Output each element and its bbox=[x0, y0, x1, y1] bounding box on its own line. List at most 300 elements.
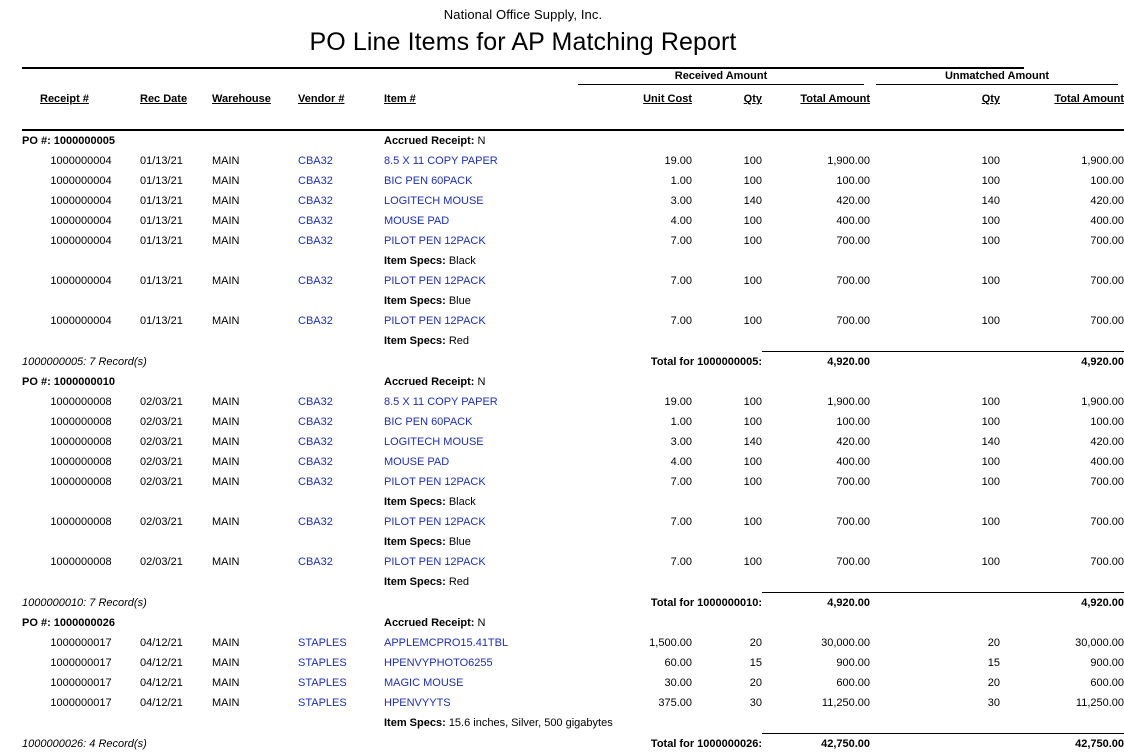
cell-warehouse: MAIN bbox=[212, 171, 298, 191]
cell-qty-unmatched: 100 bbox=[870, 171, 1000, 191]
cell-vendor-number[interactable] bbox=[298, 552, 384, 572]
item-link[interactable]: PILOT PEN 12PACK bbox=[384, 476, 486, 488]
header-bottom-rule bbox=[22, 109, 1124, 130]
item-specs-row bbox=[22, 713, 1124, 734]
item-specs-blank bbox=[22, 251, 384, 271]
item-link[interactable]: LOGITECH MOUSE bbox=[384, 195, 484, 207]
cell-item-number[interactable] bbox=[384, 311, 572, 331]
cell-receipt-number: 1000000008 bbox=[22, 392, 140, 412]
col-header-rec-date: Rec Date bbox=[140, 89, 212, 109]
cell-unit-cost: 1.00 bbox=[572, 171, 692, 191]
cell-warehouse: MAIN bbox=[212, 412, 298, 432]
cell-total-unmatched: 700.00 bbox=[1000, 311, 1124, 331]
accrued-receipt-cell bbox=[384, 613, 572, 633]
cell-rec-date: 01/13/21 bbox=[140, 211, 212, 231]
cell-total-unmatched: 700.00 bbox=[1000, 512, 1124, 532]
cell-qty-unmatched: 20 bbox=[870, 673, 1000, 693]
cell-unit-cost: 7.00 bbox=[572, 552, 692, 572]
cell-rec-date: 01/13/21 bbox=[140, 171, 212, 191]
cell-vendor-number[interactable] bbox=[298, 633, 384, 653]
cell-rec-date: 02/03/21 bbox=[140, 552, 212, 572]
cell-vendor-number[interactable] bbox=[298, 171, 384, 191]
table-row bbox=[22, 512, 1124, 532]
report-table bbox=[22, 69, 1124, 754]
item-specs-value: Red bbox=[449, 335, 469, 347]
item-specs-cell bbox=[384, 251, 1124, 271]
cell-unit-cost: 19.00 bbox=[572, 151, 692, 171]
table-row bbox=[22, 271, 1124, 291]
item-specs-blank bbox=[22, 532, 384, 552]
po-prefix-label: PO #: bbox=[22, 376, 51, 388]
cell-warehouse: MAIN bbox=[212, 552, 298, 572]
po-prefix-label: PO #: bbox=[22, 135, 51, 147]
vendor-link[interactable]: CBA32 bbox=[298, 315, 333, 327]
cell-qty-unmatched: 100 bbox=[870, 211, 1000, 231]
item-specs-blank bbox=[22, 492, 384, 512]
cell-vendor-number[interactable] bbox=[298, 673, 384, 693]
cell-qty-unmatched: 140 bbox=[870, 191, 1000, 211]
cell-receipt-number: 1000000008 bbox=[22, 472, 140, 492]
cell-vendor-number[interactable] bbox=[298, 231, 384, 251]
cell-warehouse: MAIN bbox=[212, 231, 298, 251]
cell-qty-unmatched: 100 bbox=[870, 151, 1000, 171]
cell-qty-unmatched: 20 bbox=[870, 633, 1000, 653]
item-specs-cell bbox=[384, 532, 1124, 552]
cell-warehouse: MAIN bbox=[212, 472, 298, 492]
cell-item-number[interactable] bbox=[384, 452, 572, 472]
cell-receipt-number: 1000000017 bbox=[22, 673, 140, 693]
group-total-unmatched: 4,920.00 bbox=[1000, 352, 1124, 373]
item-specs-label: Item Specs: bbox=[384, 295, 446, 307]
header-bottom-rule-row bbox=[22, 109, 1124, 130]
cell-total-received: 420.00 bbox=[762, 432, 870, 452]
item-specs-label: Item Specs: bbox=[384, 496, 446, 508]
table-row bbox=[22, 412, 1124, 432]
report-body bbox=[22, 69, 1124, 754]
cell-warehouse: MAIN bbox=[212, 392, 298, 412]
item-link[interactable]: BIC PEN 60PACK bbox=[384, 175, 472, 187]
cell-vendor-number[interactable] bbox=[298, 311, 384, 331]
cell-warehouse: MAIN bbox=[212, 271, 298, 291]
cell-total-unmatched: 600.00 bbox=[1000, 673, 1124, 693]
cell-rec-date: 02/03/21 bbox=[140, 432, 212, 452]
cell-item-number[interactable] bbox=[384, 392, 572, 412]
cell-vendor-number[interactable] bbox=[298, 151, 384, 171]
group-total-row bbox=[22, 734, 1124, 754]
cell-total-received: 700.00 bbox=[762, 271, 870, 291]
cell-receipt-number: 1000000004 bbox=[22, 311, 140, 331]
cell-unit-cost: 7.00 bbox=[572, 311, 692, 331]
table-row bbox=[22, 693, 1124, 713]
col-header-qty-unmatched: Qty bbox=[870, 89, 1000, 109]
cell-vendor-number[interactable] bbox=[298, 432, 384, 452]
company-name: National Office Supply, Inc. bbox=[22, 0, 1024, 22]
vendor-link[interactable]: CBA32 bbox=[298, 275, 333, 287]
cell-rec-date: 02/03/21 bbox=[140, 392, 212, 412]
cell-qty-received: 20 bbox=[692, 673, 762, 693]
item-specs-label: Item Specs: bbox=[384, 576, 446, 588]
cell-unit-cost: 7.00 bbox=[572, 231, 692, 251]
cell-qty-received: 140 bbox=[692, 432, 762, 452]
table-row bbox=[22, 552, 1124, 572]
cell-total-unmatched: 100.00 bbox=[1000, 171, 1124, 191]
po-number-cell bbox=[22, 372, 384, 392]
cell-total-received: 600.00 bbox=[762, 673, 870, 693]
cell-warehouse: MAIN bbox=[212, 633, 298, 653]
group-total-unmatched: 42,750.00 bbox=[1000, 734, 1124, 754]
item-specs-label: Item Specs: bbox=[384, 255, 446, 267]
record-count: 1000000010: 7 Record(s) bbox=[22, 593, 572, 614]
cell-vendor-number[interactable] bbox=[298, 653, 384, 673]
cell-vendor-number[interactable] bbox=[298, 211, 384, 231]
cell-rec-date: 02/03/21 bbox=[140, 412, 212, 432]
cell-rec-date: 01/13/21 bbox=[140, 151, 212, 171]
cell-total-received: 420.00 bbox=[762, 191, 870, 211]
cell-rec-date: 02/03/21 bbox=[140, 452, 212, 472]
cell-qty-received: 100 bbox=[692, 412, 762, 432]
cell-unit-cost: 1,500.00 bbox=[572, 633, 692, 653]
column-group-header-row bbox=[22, 69, 1124, 89]
po-number: 1000000010 bbox=[54, 376, 115, 388]
cell-vendor-number[interactable] bbox=[298, 271, 384, 291]
cell-total-received: 100.00 bbox=[762, 171, 870, 191]
cell-warehouse: MAIN bbox=[212, 673, 298, 693]
cell-total-received: 700.00 bbox=[762, 552, 870, 572]
table-row bbox=[22, 653, 1124, 673]
item-link[interactable]: HPENVYYTS bbox=[384, 697, 451, 709]
table-row bbox=[22, 472, 1124, 492]
item-link[interactable]: PILOT PEN 12PACK bbox=[384, 235, 486, 247]
item-link[interactable]: PILOT PEN 12PACK bbox=[384, 516, 486, 528]
cell-warehouse: MAIN bbox=[212, 693, 298, 713]
group-total-spacer bbox=[870, 734, 1000, 754]
vendor-link[interactable]: CBA32 bbox=[298, 215, 333, 227]
cell-item-number[interactable] bbox=[384, 231, 572, 251]
po-number-cell bbox=[22, 130, 384, 151]
item-specs-cell bbox=[384, 331, 1124, 352]
vendor-link[interactable]: CBA32 bbox=[298, 155, 333, 167]
cell-receipt-number: 1000000008 bbox=[22, 412, 140, 432]
group-total-row bbox=[22, 593, 1124, 614]
cell-receipt-number: 1000000008 bbox=[22, 432, 140, 452]
item-specs-value: Blue bbox=[449, 295, 471, 307]
table-row bbox=[22, 211, 1124, 231]
group-total-unmatched: 4,920.00 bbox=[1000, 593, 1124, 614]
table-row bbox=[22, 432, 1124, 452]
item-specs-cell bbox=[384, 492, 1124, 512]
po-number: 1000000026 bbox=[54, 617, 115, 629]
report-title: PO Line Items for AP Matching Report bbox=[22, 28, 1024, 57]
vendor-link[interactable]: CBA32 bbox=[298, 175, 333, 187]
item-link[interactable]: MAGIC MOUSE bbox=[384, 677, 463, 689]
cell-warehouse: MAIN bbox=[212, 512, 298, 532]
group-total-received: 42,750.00 bbox=[762, 734, 870, 754]
cell-item-number[interactable] bbox=[384, 673, 572, 693]
cell-receipt-number: 1000000004 bbox=[22, 271, 140, 291]
table-row bbox=[22, 311, 1124, 331]
vendor-link[interactable]: CBA32 bbox=[298, 556, 333, 568]
po-row-blank bbox=[572, 372, 1124, 392]
cell-warehouse: MAIN bbox=[212, 191, 298, 211]
cell-qty-received: 140 bbox=[692, 191, 762, 211]
cell-rec-date: 02/03/21 bbox=[140, 512, 212, 532]
table-row bbox=[22, 191, 1124, 211]
cell-item-number[interactable] bbox=[384, 693, 572, 713]
group-total-label: Total for 1000000005: bbox=[572, 352, 762, 373]
item-link[interactable]: 8.5 X 11 COPY PAPER bbox=[384, 155, 498, 167]
group-total-label: Total for 1000000010: bbox=[572, 593, 762, 614]
cell-total-received: 700.00 bbox=[762, 472, 870, 492]
po-number: 1000000005 bbox=[54, 135, 115, 147]
col-header-vendor: Vendor # bbox=[298, 89, 384, 109]
record-count: 1000000005: 7 Record(s) bbox=[22, 352, 572, 373]
cell-unit-cost: 60.00 bbox=[572, 653, 692, 673]
item-specs-blank bbox=[22, 291, 384, 311]
cell-qty-received: 100 bbox=[692, 392, 762, 412]
vendor-link[interactable]: STAPLES bbox=[298, 697, 347, 709]
vendor-link[interactable]: STAPLES bbox=[298, 677, 347, 689]
cell-vendor-number[interactable] bbox=[298, 412, 384, 432]
cell-rec-date: 04/12/21 bbox=[140, 653, 212, 673]
item-specs-row bbox=[22, 492, 1124, 512]
cell-total-received: 30,000.00 bbox=[762, 633, 870, 653]
cell-qty-unmatched: 100 bbox=[870, 552, 1000, 572]
item-specs-row bbox=[22, 331, 1124, 352]
cell-item-number[interactable] bbox=[384, 552, 572, 572]
accrued-receipt-value: N bbox=[478, 376, 486, 388]
cell-qty-received: 100 bbox=[692, 311, 762, 331]
cell-unit-cost: 19.00 bbox=[572, 392, 692, 412]
cell-item-number[interactable] bbox=[384, 211, 572, 231]
vendor-link[interactable]: CBA32 bbox=[298, 416, 333, 428]
item-link[interactable]: APPLEMCPRO15.41TBL bbox=[384, 637, 508, 649]
cell-total-unmatched: 400.00 bbox=[1000, 211, 1124, 231]
cell-total-received: 700.00 bbox=[762, 311, 870, 331]
group-total-received: 4,920.00 bbox=[762, 593, 870, 614]
vendor-link[interactable]: CBA32 bbox=[298, 396, 333, 408]
cell-vendor-number[interactable] bbox=[298, 452, 384, 472]
cell-qty-unmatched: 140 bbox=[870, 432, 1000, 452]
item-link[interactable]: PILOT PEN 12PACK bbox=[384, 275, 486, 287]
cell-qty-unmatched: 100 bbox=[870, 311, 1000, 331]
table-row bbox=[22, 452, 1124, 472]
cell-unit-cost: 375.00 bbox=[572, 693, 692, 713]
cell-vendor-number[interactable] bbox=[298, 191, 384, 211]
cell-qty-received: 100 bbox=[692, 512, 762, 532]
cell-item-number[interactable] bbox=[384, 151, 572, 171]
item-specs-row bbox=[22, 532, 1124, 552]
group-header-unmatched: Unmatched Amount bbox=[870, 69, 1124, 89]
table-row bbox=[22, 392, 1124, 412]
cell-rec-date: 01/13/21 bbox=[140, 311, 212, 331]
cell-qty-received: 100 bbox=[692, 452, 762, 472]
item-specs-value: Black bbox=[449, 496, 476, 508]
col-header-receipt: Receipt # bbox=[22, 89, 140, 109]
cell-qty-unmatched: 100 bbox=[870, 412, 1000, 432]
item-link[interactable]: PILOT PEN 12PACK bbox=[384, 315, 486, 327]
cell-total-received: 400.00 bbox=[762, 452, 870, 472]
cell-total-unmatched: 420.00 bbox=[1000, 191, 1124, 211]
cell-unit-cost: 1.00 bbox=[572, 412, 692, 432]
col-header-warehouse: Warehouse bbox=[212, 89, 298, 109]
vendor-link[interactable]: CBA32 bbox=[298, 476, 333, 488]
cell-qty-received: 30 bbox=[692, 693, 762, 713]
cell-total-received: 700.00 bbox=[762, 231, 870, 251]
cell-total-unmatched: 700.00 bbox=[1000, 472, 1124, 492]
cell-receipt-number: 1000000008 bbox=[22, 552, 140, 572]
vendor-link[interactable]: CBA32 bbox=[298, 456, 333, 468]
table-row bbox=[22, 673, 1124, 693]
group-total-spacer bbox=[870, 593, 1000, 614]
cell-vendor-number[interactable] bbox=[298, 472, 384, 492]
item-specs-cell bbox=[384, 713, 1124, 734]
cell-total-received: 11,250.00 bbox=[762, 693, 870, 713]
cell-receipt-number: 1000000017 bbox=[22, 653, 140, 673]
cell-receipt-number: 1000000004 bbox=[22, 211, 140, 231]
cell-total-received: 400.00 bbox=[762, 211, 870, 231]
cell-item-number[interactable] bbox=[384, 653, 572, 673]
po-header-row bbox=[22, 372, 1124, 392]
cell-total-unmatched: 700.00 bbox=[1000, 552, 1124, 572]
item-link[interactable]: 8.5 X 11 COPY PAPER bbox=[384, 396, 498, 408]
vendor-link[interactable]: STAPLES bbox=[298, 637, 347, 649]
cell-total-unmatched: 700.00 bbox=[1000, 271, 1124, 291]
cell-item-number[interactable] bbox=[384, 472, 572, 492]
cell-unit-cost: 3.00 bbox=[572, 191, 692, 211]
po-header-row bbox=[22, 130, 1124, 151]
cell-total-unmatched: 400.00 bbox=[1000, 452, 1124, 472]
cell-total-unmatched: 900.00 bbox=[1000, 653, 1124, 673]
cell-rec-date: 01/13/21 bbox=[140, 231, 212, 251]
cell-item-number[interactable] bbox=[384, 271, 572, 291]
cell-vendor-number[interactable] bbox=[298, 512, 384, 532]
item-specs-label: Item Specs: bbox=[384, 717, 446, 729]
cell-unit-cost: 4.00 bbox=[572, 452, 692, 472]
group-total-label: Total for 1000000026: bbox=[572, 734, 762, 754]
cell-item-number[interactable] bbox=[384, 633, 572, 653]
table-row bbox=[22, 633, 1124, 653]
cell-warehouse: MAIN bbox=[212, 211, 298, 231]
accrued-receipt-cell bbox=[384, 372, 572, 392]
cell-receipt-number: 1000000008 bbox=[22, 452, 140, 472]
table-row bbox=[22, 171, 1124, 191]
item-specs-cell bbox=[384, 291, 1124, 311]
cell-total-unmatched: 1,900.00 bbox=[1000, 151, 1124, 171]
item-specs-blank bbox=[22, 331, 384, 352]
cell-qty-unmatched: 15 bbox=[870, 653, 1000, 673]
cell-qty-unmatched: 100 bbox=[870, 392, 1000, 412]
accrued-receipt-label: Accrued Receipt: bbox=[384, 617, 474, 629]
item-specs-label: Item Specs: bbox=[384, 335, 446, 347]
cell-receipt-number: 1000000004 bbox=[22, 151, 140, 171]
item-link[interactable]: LOGITECH MOUSE bbox=[384, 436, 484, 448]
cell-warehouse: MAIN bbox=[212, 452, 298, 472]
item-specs-row bbox=[22, 572, 1124, 593]
cell-item-number[interactable] bbox=[384, 191, 572, 211]
po-row-blank bbox=[572, 613, 1124, 633]
cell-item-number[interactable] bbox=[384, 432, 572, 452]
cell-rec-date: 04/12/21 bbox=[140, 673, 212, 693]
accrued-receipt-label: Accrued Receipt: bbox=[384, 376, 474, 388]
item-specs-blank bbox=[22, 713, 384, 734]
item-link[interactable]: MOUSE PAD bbox=[384, 215, 449, 227]
vendor-link[interactable]: STAPLES bbox=[298, 657, 347, 669]
po-prefix-label: PO #: bbox=[22, 617, 51, 629]
cell-warehouse: MAIN bbox=[212, 151, 298, 171]
item-specs-blank bbox=[22, 572, 384, 593]
cell-total-unmatched: 11,250.00 bbox=[1000, 693, 1124, 713]
cell-receipt-number: 1000000017 bbox=[22, 633, 140, 653]
col-header-unit-cost: Unit Cost bbox=[572, 89, 692, 109]
cell-qty-received: 100 bbox=[692, 271, 762, 291]
col-header-total-received: Total Amount bbox=[762, 89, 870, 109]
cell-total-unmatched: 100.00 bbox=[1000, 412, 1124, 432]
item-link[interactable]: BIC PEN 60PACK bbox=[384, 416, 472, 428]
cell-receipt-number: 1000000008 bbox=[22, 512, 140, 532]
group-header-blank bbox=[22, 69, 572, 89]
accrued-receipt-cell bbox=[384, 130, 572, 151]
cell-unit-cost: 7.00 bbox=[572, 472, 692, 492]
vendor-link[interactable]: CBA32 bbox=[298, 235, 333, 247]
cell-qty-unmatched: 100 bbox=[870, 231, 1000, 251]
cell-unit-cost: 30.00 bbox=[572, 673, 692, 693]
cell-total-unmatched: 1,900.00 bbox=[1000, 392, 1124, 412]
vendor-link[interactable]: CBA32 bbox=[298, 195, 333, 207]
item-link[interactable]: PILOT PEN 12PACK bbox=[384, 556, 486, 568]
po-number-cell bbox=[22, 613, 384, 633]
item-link[interactable]: HPENVYPHOTO6255 bbox=[384, 657, 493, 669]
item-specs-row bbox=[22, 291, 1124, 311]
cell-unit-cost: 4.00 bbox=[572, 211, 692, 231]
group-total-spacer bbox=[870, 352, 1000, 373]
po-header-row bbox=[22, 613, 1124, 633]
cell-receipt-number: 1000000017 bbox=[22, 693, 140, 713]
cell-total-unmatched: 420.00 bbox=[1000, 432, 1124, 452]
record-count: 1000000026: 4 Record(s) bbox=[22, 734, 572, 754]
item-specs-value: Blue bbox=[449, 536, 471, 548]
cell-item-number[interactable] bbox=[384, 171, 572, 191]
col-header-item: Item # bbox=[384, 89, 572, 109]
accrued-receipt-value: N bbox=[478, 135, 486, 147]
cell-qty-unmatched: 100 bbox=[870, 512, 1000, 532]
item-specs-value: 15.6 inches, Silver, 500 gigabytes bbox=[449, 717, 613, 729]
cell-total-unmatched: 700.00 bbox=[1000, 231, 1124, 251]
vendor-link[interactable]: CBA32 bbox=[298, 436, 333, 448]
cell-rec-date: 01/13/21 bbox=[140, 271, 212, 291]
cell-qty-unmatched: 100 bbox=[870, 472, 1000, 492]
cell-warehouse: MAIN bbox=[212, 311, 298, 331]
cell-total-received: 900.00 bbox=[762, 653, 870, 673]
cell-qty-received: 100 bbox=[692, 211, 762, 231]
cell-rec-date: 01/13/21 bbox=[140, 191, 212, 211]
cell-item-number[interactable] bbox=[384, 412, 572, 432]
cell-unit-cost: 7.00 bbox=[572, 512, 692, 532]
cell-qty-received: 20 bbox=[692, 633, 762, 653]
item-link[interactable]: MOUSE PAD bbox=[384, 456, 449, 468]
cell-vendor-number[interactable] bbox=[298, 392, 384, 412]
item-specs-value: Black bbox=[449, 255, 476, 267]
group-total-row bbox=[22, 352, 1124, 373]
cell-qty-unmatched: 100 bbox=[870, 271, 1000, 291]
cell-vendor-number[interactable] bbox=[298, 693, 384, 713]
cell-rec-date: 04/12/21 bbox=[140, 633, 212, 653]
col-header-total-unmatched: Total Amount bbox=[1000, 89, 1124, 109]
vendor-link[interactable]: CBA32 bbox=[298, 516, 333, 528]
column-header-row bbox=[22, 89, 1124, 109]
cell-qty-received: 100 bbox=[692, 231, 762, 251]
cell-item-number[interactable] bbox=[384, 512, 572, 532]
cell-total-received: 100.00 bbox=[762, 412, 870, 432]
